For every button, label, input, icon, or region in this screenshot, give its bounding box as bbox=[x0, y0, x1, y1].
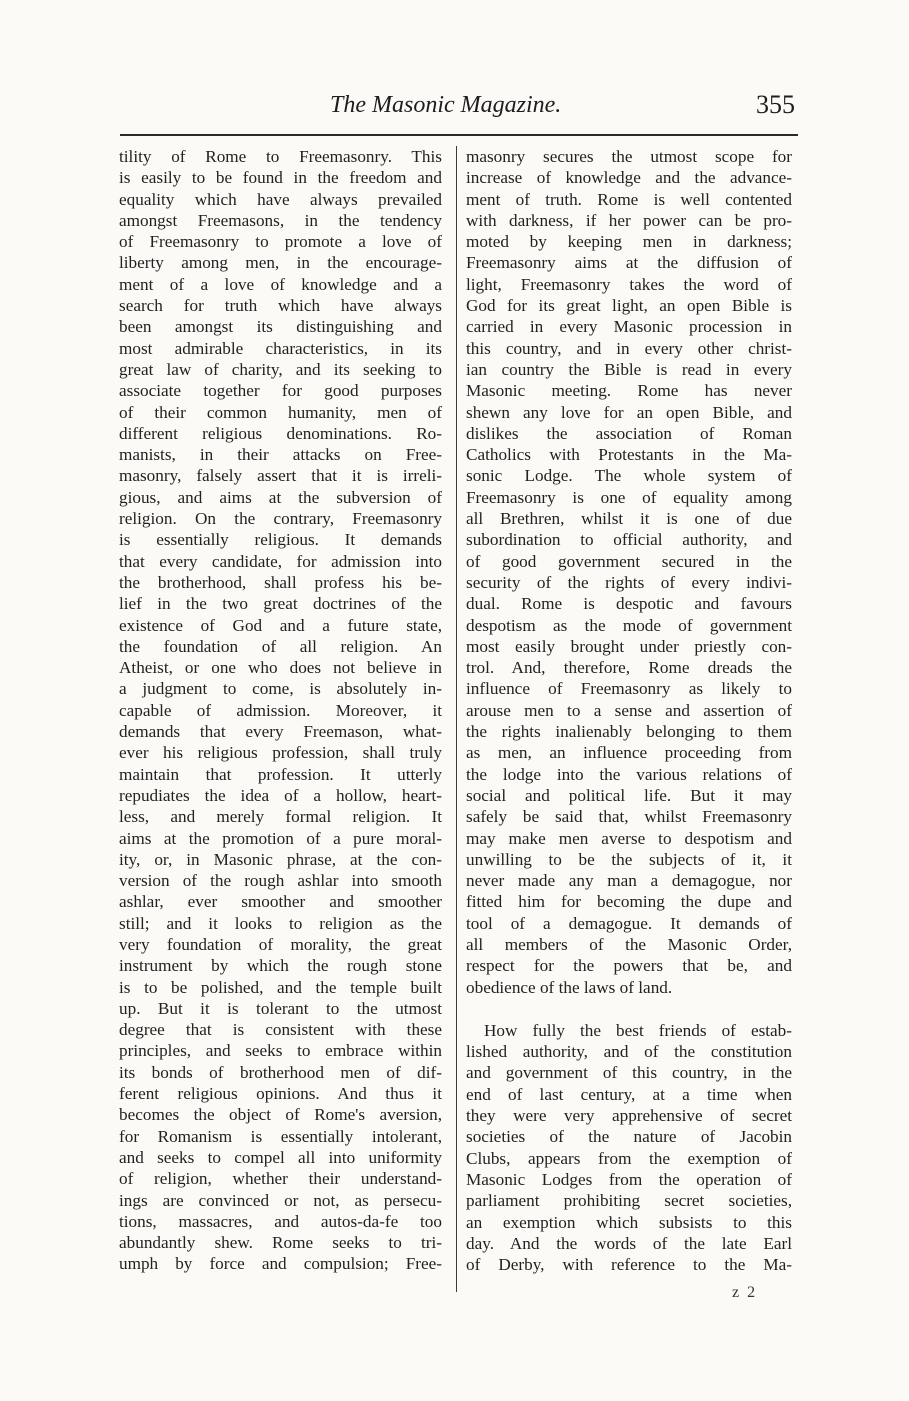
text-line: the brotherhood, shall profess his be- bbox=[119, 572, 442, 592]
text-line: equality which have always prevailed bbox=[119, 189, 442, 209]
text-line: societies of the nature of Jacobin bbox=[466, 1127, 792, 1147]
text-line: respect for the powers that be, and bbox=[466, 956, 792, 976]
text-line: Catholics with Protestants in the Ma- bbox=[466, 445, 792, 465]
text-line: day. And the words of the late Earl bbox=[466, 1233, 792, 1253]
text-line: Freemasonry aims at the diffusion of bbox=[466, 253, 792, 273]
text-line: demands that every Freemason, what- bbox=[119, 722, 442, 742]
text-line: religion. On the contrary, Freemasonry bbox=[119, 509, 442, 529]
text-line: social and political life. But it may bbox=[466, 785, 792, 805]
text-line: ferent religious opinions. And thus it bbox=[119, 1084, 442, 1104]
text-line: end of last century, at a time when bbox=[466, 1084, 792, 1104]
text-line: they were very apprehensive of secret bbox=[466, 1106, 792, 1126]
text-line: despotism as the mode of government bbox=[466, 615, 792, 635]
text-line: lished authority, and of the constitution bbox=[466, 1042, 792, 1062]
text-line: most admirable characteristics, in its bbox=[119, 338, 442, 358]
signature-mark: z 2 bbox=[732, 1284, 758, 1301]
text-line: God for its great light, an open Bible is bbox=[466, 296, 792, 316]
text-line: and government of this country, in the bbox=[466, 1063, 792, 1083]
text-line: abundantly shew. Rome seeks to tri- bbox=[119, 1233, 442, 1253]
text-line: and seeks to compel all into uniformity bbox=[119, 1147, 442, 1167]
text-line: Clubs, appears from the exemption of bbox=[466, 1148, 792, 1168]
text-line: of their common humanity, men of bbox=[119, 402, 442, 422]
text-line: is essentially religious. It demands bbox=[119, 530, 442, 550]
text-line: dual. Rome is despotic and favours bbox=[466, 594, 792, 614]
text-line: Atheist, or one who does not believe in bbox=[119, 658, 442, 678]
text-line: for Romanism is essentially intolerant, bbox=[119, 1126, 442, 1146]
text-line: great law of charity, and its seeking to bbox=[119, 359, 442, 379]
text-line: as men, an influence proceeding from bbox=[466, 743, 792, 763]
text-line: existence of God and a future state, bbox=[119, 615, 442, 635]
text-line: version of the rough ashlar into smooth bbox=[119, 871, 442, 891]
text-line: tility of Rome to Freemasonry. This bbox=[119, 147, 442, 166]
text-line: ment of truth. Rome is well contented bbox=[466, 189, 792, 209]
text-line: trol. And, therefore, Rome dreads the bbox=[466, 658, 792, 678]
text-line: that every candidate, for admission into bbox=[119, 551, 442, 571]
text-line: been amongst its distinguishing and bbox=[119, 317, 442, 337]
text-line: of religion, whether their understand- bbox=[119, 1169, 442, 1189]
text-line: repudiates the idea of a hollow, heart- bbox=[119, 785, 442, 805]
text-line: lief in the two great doctrines of the bbox=[119, 594, 442, 614]
text-line: Masonic meeting. Rome has never bbox=[466, 381, 792, 401]
text-line: capable of admission. Moreover, it bbox=[119, 700, 442, 720]
paragraph-gap bbox=[466, 998, 792, 1020]
running-head-title: The Masonic Magazine. bbox=[330, 92, 562, 118]
text-line: obedience of the laws of land. bbox=[466, 977, 673, 997]
text-line: How fully the best friends of estab- bbox=[484, 1020, 792, 1040]
text-line: aims at the promotion of a pure moral- bbox=[119, 828, 442, 848]
text-line: liberty among men, in the encourage- bbox=[119, 253, 442, 273]
text-line: gious, and aims at the subversion of bbox=[119, 487, 442, 507]
text-line: ashlar, ever smoother and smoother bbox=[119, 892, 442, 912]
text-line: light, Freemasonry takes the word of bbox=[466, 274, 792, 294]
text-line: an exemption which subsists to this bbox=[466, 1212, 792, 1232]
text-line: masonry, falsely assert that it is irreli- bbox=[119, 466, 442, 486]
text-line: may make men averse to despotism and bbox=[466, 828, 792, 848]
text-line: umph by force and compulsion; Free- bbox=[119, 1254, 442, 1274]
text-line: dislikes the association of Roman bbox=[466, 423, 792, 443]
text-line: ity, or, in Masonic phrase, at the con- bbox=[119, 849, 442, 869]
text-line: most easily brought under priestly con- bbox=[466, 636, 792, 656]
text-line: Freemasonry is one of equality among bbox=[466, 487, 792, 507]
text-line: associate together for good purposes bbox=[119, 381, 442, 401]
text-line: Masonic Lodges from the operation of bbox=[466, 1169, 792, 1189]
left-column bbox=[119, 146, 442, 1275]
text-line: sonic Lodge. The whole system of bbox=[466, 466, 792, 486]
text-line: moted by keeping men in darkness; bbox=[466, 232, 792, 252]
page-number: 355 bbox=[756, 90, 795, 119]
text-line: tions, massacres, and autos-da-fe too bbox=[119, 1211, 442, 1231]
text-line: of Derby, with reference to the Ma- bbox=[466, 1255, 792, 1275]
text-line: instrument by which the rough stone bbox=[119, 956, 442, 976]
text-line: increase of knowledge and the advance- bbox=[466, 168, 792, 188]
text-line: is easily to be found in the freedom and bbox=[119, 168, 442, 188]
text-line: is to be polished, and the temple built bbox=[119, 977, 442, 997]
text-line: principles, and seeks to embrace within bbox=[119, 1041, 442, 1061]
text-line: never made any man a demagogue, nor bbox=[466, 871, 792, 891]
text-line: its bonds of brotherhood men of dif- bbox=[119, 1062, 442, 1082]
text-line: a judgment to come, is absolutely in- bbox=[119, 679, 442, 699]
text-line: the lodge into the various relations of bbox=[466, 764, 792, 784]
text-line: of good government secured in the bbox=[466, 551, 792, 571]
right-paragraph-1 bbox=[466, 146, 792, 998]
text-line: subordination to official authority, and bbox=[466, 530, 792, 550]
text-line: still; and it looks to religion as the bbox=[119, 913, 442, 933]
text-line: all members of the Masonic Order, bbox=[466, 934, 792, 954]
text-line: arouse men to a sense and assertion of bbox=[466, 700, 792, 720]
text-line: degree that is consistent with these bbox=[119, 1020, 442, 1040]
text-line: manists, in their attacks on Free- bbox=[119, 445, 442, 465]
text-line: very foundation of morality, the great bbox=[119, 934, 442, 954]
text-line: carried in every Masonic procession in bbox=[466, 317, 792, 337]
text-line: different religious denominations. Ro- bbox=[119, 423, 442, 443]
text-line: the foundation of all religion. An bbox=[119, 636, 442, 656]
text-line: of Freemasonry to promote a love of bbox=[119, 232, 442, 252]
text-line: tool of a demagogue. It demands of bbox=[466, 913, 792, 933]
text-line: safely be said that, whilst Freemasonry bbox=[466, 807, 792, 827]
text-line: maintain that profession. It utterly bbox=[119, 764, 442, 784]
text-line: all Brethren, whilst it is one of due bbox=[466, 509, 792, 529]
right-column bbox=[466, 146, 792, 1275]
text-line: influence of Freemasonry as likely to bbox=[466, 679, 792, 699]
text-line: amongst Freemasons, in the tendency bbox=[119, 210, 442, 230]
text-line: search for truth which have always bbox=[119, 296, 442, 316]
text-line: this country, and in every other christ- bbox=[466, 338, 792, 358]
text-line: up. But it is tolerant to the utmost bbox=[119, 998, 442, 1018]
text-line: becomes the object of Rome's aversion, bbox=[119, 1105, 442, 1125]
text-line: ever his religious profession, shall truly bbox=[119, 743, 442, 763]
text-line: security of the rights of every indivi- bbox=[466, 572, 792, 592]
header-rule bbox=[120, 134, 798, 136]
text-line: ings are convinced or not, as persecu- bbox=[119, 1190, 442, 1210]
right-paragraph-2 bbox=[466, 1020, 792, 1276]
text-line: the rights inalienably belonging to them bbox=[466, 722, 792, 742]
text-line: with darkness, if her power can be pro- bbox=[466, 210, 792, 230]
column-divider bbox=[456, 146, 457, 1292]
text-line: shewn any love for an open Bible, and bbox=[466, 402, 792, 422]
text-line: fitted him for becoming the dupe and bbox=[466, 892, 792, 912]
text-line: ment of a love of knowledge and a bbox=[119, 274, 442, 294]
text-line: parliament prohibiting secret societies, bbox=[466, 1191, 792, 1211]
text-line: unwilling to be the subjects of it, it bbox=[466, 849, 792, 869]
text-line: less, and merely formal religion. It bbox=[119, 807, 442, 827]
text-line: ian country the Bible is read in every bbox=[466, 359, 792, 379]
text-line: masonry secures the utmost scope for bbox=[466, 147, 792, 166]
